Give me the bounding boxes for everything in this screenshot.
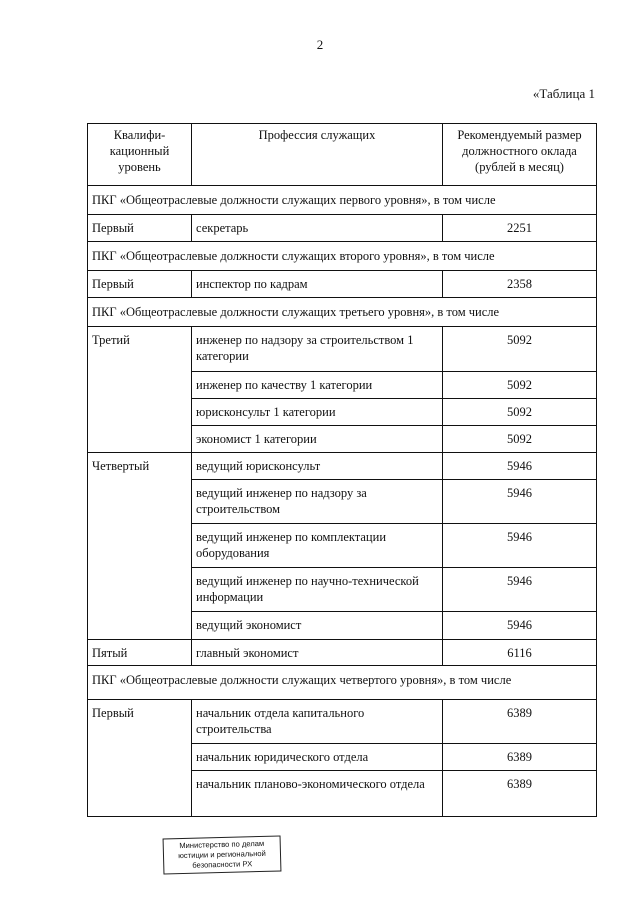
salary-cell: 5092 — [443, 426, 597, 453]
level-cell: Первый — [88, 215, 192, 242]
table-row — [88, 453, 597, 480]
salary-cell: 2251 — [443, 215, 597, 242]
table-row — [88, 327, 597, 372]
stamp-line: безопасности РХ — [192, 859, 253, 870]
salary-cell: 5092 — [443, 327, 597, 372]
profession-cell: инженер по качеству 1 категории — [192, 372, 443, 399]
salary-table — [87, 123, 597, 817]
table-row — [88, 640, 597, 666]
profession-cell: экономист 1 категории — [192, 426, 443, 453]
salary-cell: 5946 — [443, 453, 597, 480]
profession-cell: главный экономист — [192, 640, 443, 666]
salary-cell: 5946 — [443, 480, 597, 524]
table-header-row — [88, 124, 597, 186]
level-cell: Пятый — [88, 640, 192, 666]
ministry-stamp — [163, 835, 282, 874]
level-cell — [88, 524, 192, 568]
stamp-line: Министерство по делам — [179, 838, 265, 851]
level-cell — [88, 612, 192, 640]
table-row — [88, 524, 597, 568]
level-cell — [88, 372, 192, 399]
profession-cell: ведущий экономист — [192, 612, 443, 640]
salary-cell: 6389 — [443, 700, 597, 744]
level-cell: Четвертый — [88, 453, 192, 480]
table-row — [88, 700, 597, 744]
salary-cell: 6116 — [443, 640, 597, 666]
level-cell — [88, 426, 192, 453]
profession-cell: инженер по надзору за строительством 1 категории — [192, 327, 443, 372]
salary-cell: 5092 — [443, 399, 597, 426]
profession-cell: ведущий инженер по научно-технической информации — [192, 568, 443, 612]
page-number: 2 — [316, 37, 324, 52]
salary-cell: 5946 — [443, 524, 597, 568]
group-title: ПКГ «Общеотраслевые должности служащих второго уровня», в том числе — [88, 242, 597, 271]
table-row — [88, 372, 597, 399]
table-row — [88, 215, 597, 242]
group-title: ПКГ «Общеотраслевые должности служащих четвертого уровня», в том числе — [88, 666, 597, 700]
salary-cell: 5092 — [443, 372, 597, 399]
table-row — [88, 771, 597, 817]
stamp-line: юстиции и региональной — [178, 848, 266, 861]
table-caption: «Таблица 1 — [532, 86, 595, 101]
profession-cell: ведущий инженер по комплектации оборудования — [192, 524, 443, 568]
level-cell: Первый — [88, 271, 192, 298]
salary-cell: 5946 — [443, 612, 597, 640]
profession-cell: начальник отдела капитального строительства — [192, 700, 443, 744]
profession-cell: инспектор по кадрам — [192, 271, 443, 298]
table-row — [88, 426, 597, 453]
profession-cell: ведущий инженер по надзору за строительством — [192, 480, 443, 524]
header-salary: Рекомендуемый размер должностного оклада (рублей в месяц) — [443, 124, 597, 186]
table-row — [88, 568, 597, 612]
group-title: ПКГ «Общеотраслевые должности служащих первого уровня», в том числе — [88, 186, 597, 215]
level-cell — [88, 568, 192, 612]
group-row — [88, 298, 597, 327]
group-row — [88, 186, 597, 215]
group-row — [88, 666, 597, 700]
profession-cell: ведущий юрисконсульт — [192, 453, 443, 480]
level-cell — [88, 771, 192, 817]
header-profession: Профессия служащих — [192, 124, 443, 186]
group-title: ПКГ «Общеотраслевые должности служащих третьего уровня», в том числе — [88, 298, 597, 327]
salary-cell: 2358 — [443, 271, 597, 298]
level-cell — [88, 480, 192, 524]
table-row — [88, 399, 597, 426]
header-level: Квалифи-кационный уровень — [88, 124, 192, 186]
level-cell: Первый — [88, 700, 192, 744]
salary-cell: 5946 — [443, 568, 597, 612]
level-cell — [88, 399, 192, 426]
level-cell — [88, 744, 192, 771]
salary-cell: 6389 — [443, 771, 597, 817]
table-row — [88, 271, 597, 298]
group-row — [88, 242, 597, 271]
profession-cell: секретарь — [192, 215, 443, 242]
profession-cell: юрисконсульт 1 категории — [192, 399, 443, 426]
profession-cell: начальник юридического отдела — [192, 744, 443, 771]
level-cell: Третий — [88, 327, 192, 372]
profession-cell: начальник планово-экономического отдела — [192, 771, 443, 817]
table-row — [88, 480, 597, 524]
table-row — [88, 744, 597, 771]
salary-cell: 6389 — [443, 744, 597, 771]
table-row — [88, 612, 597, 640]
